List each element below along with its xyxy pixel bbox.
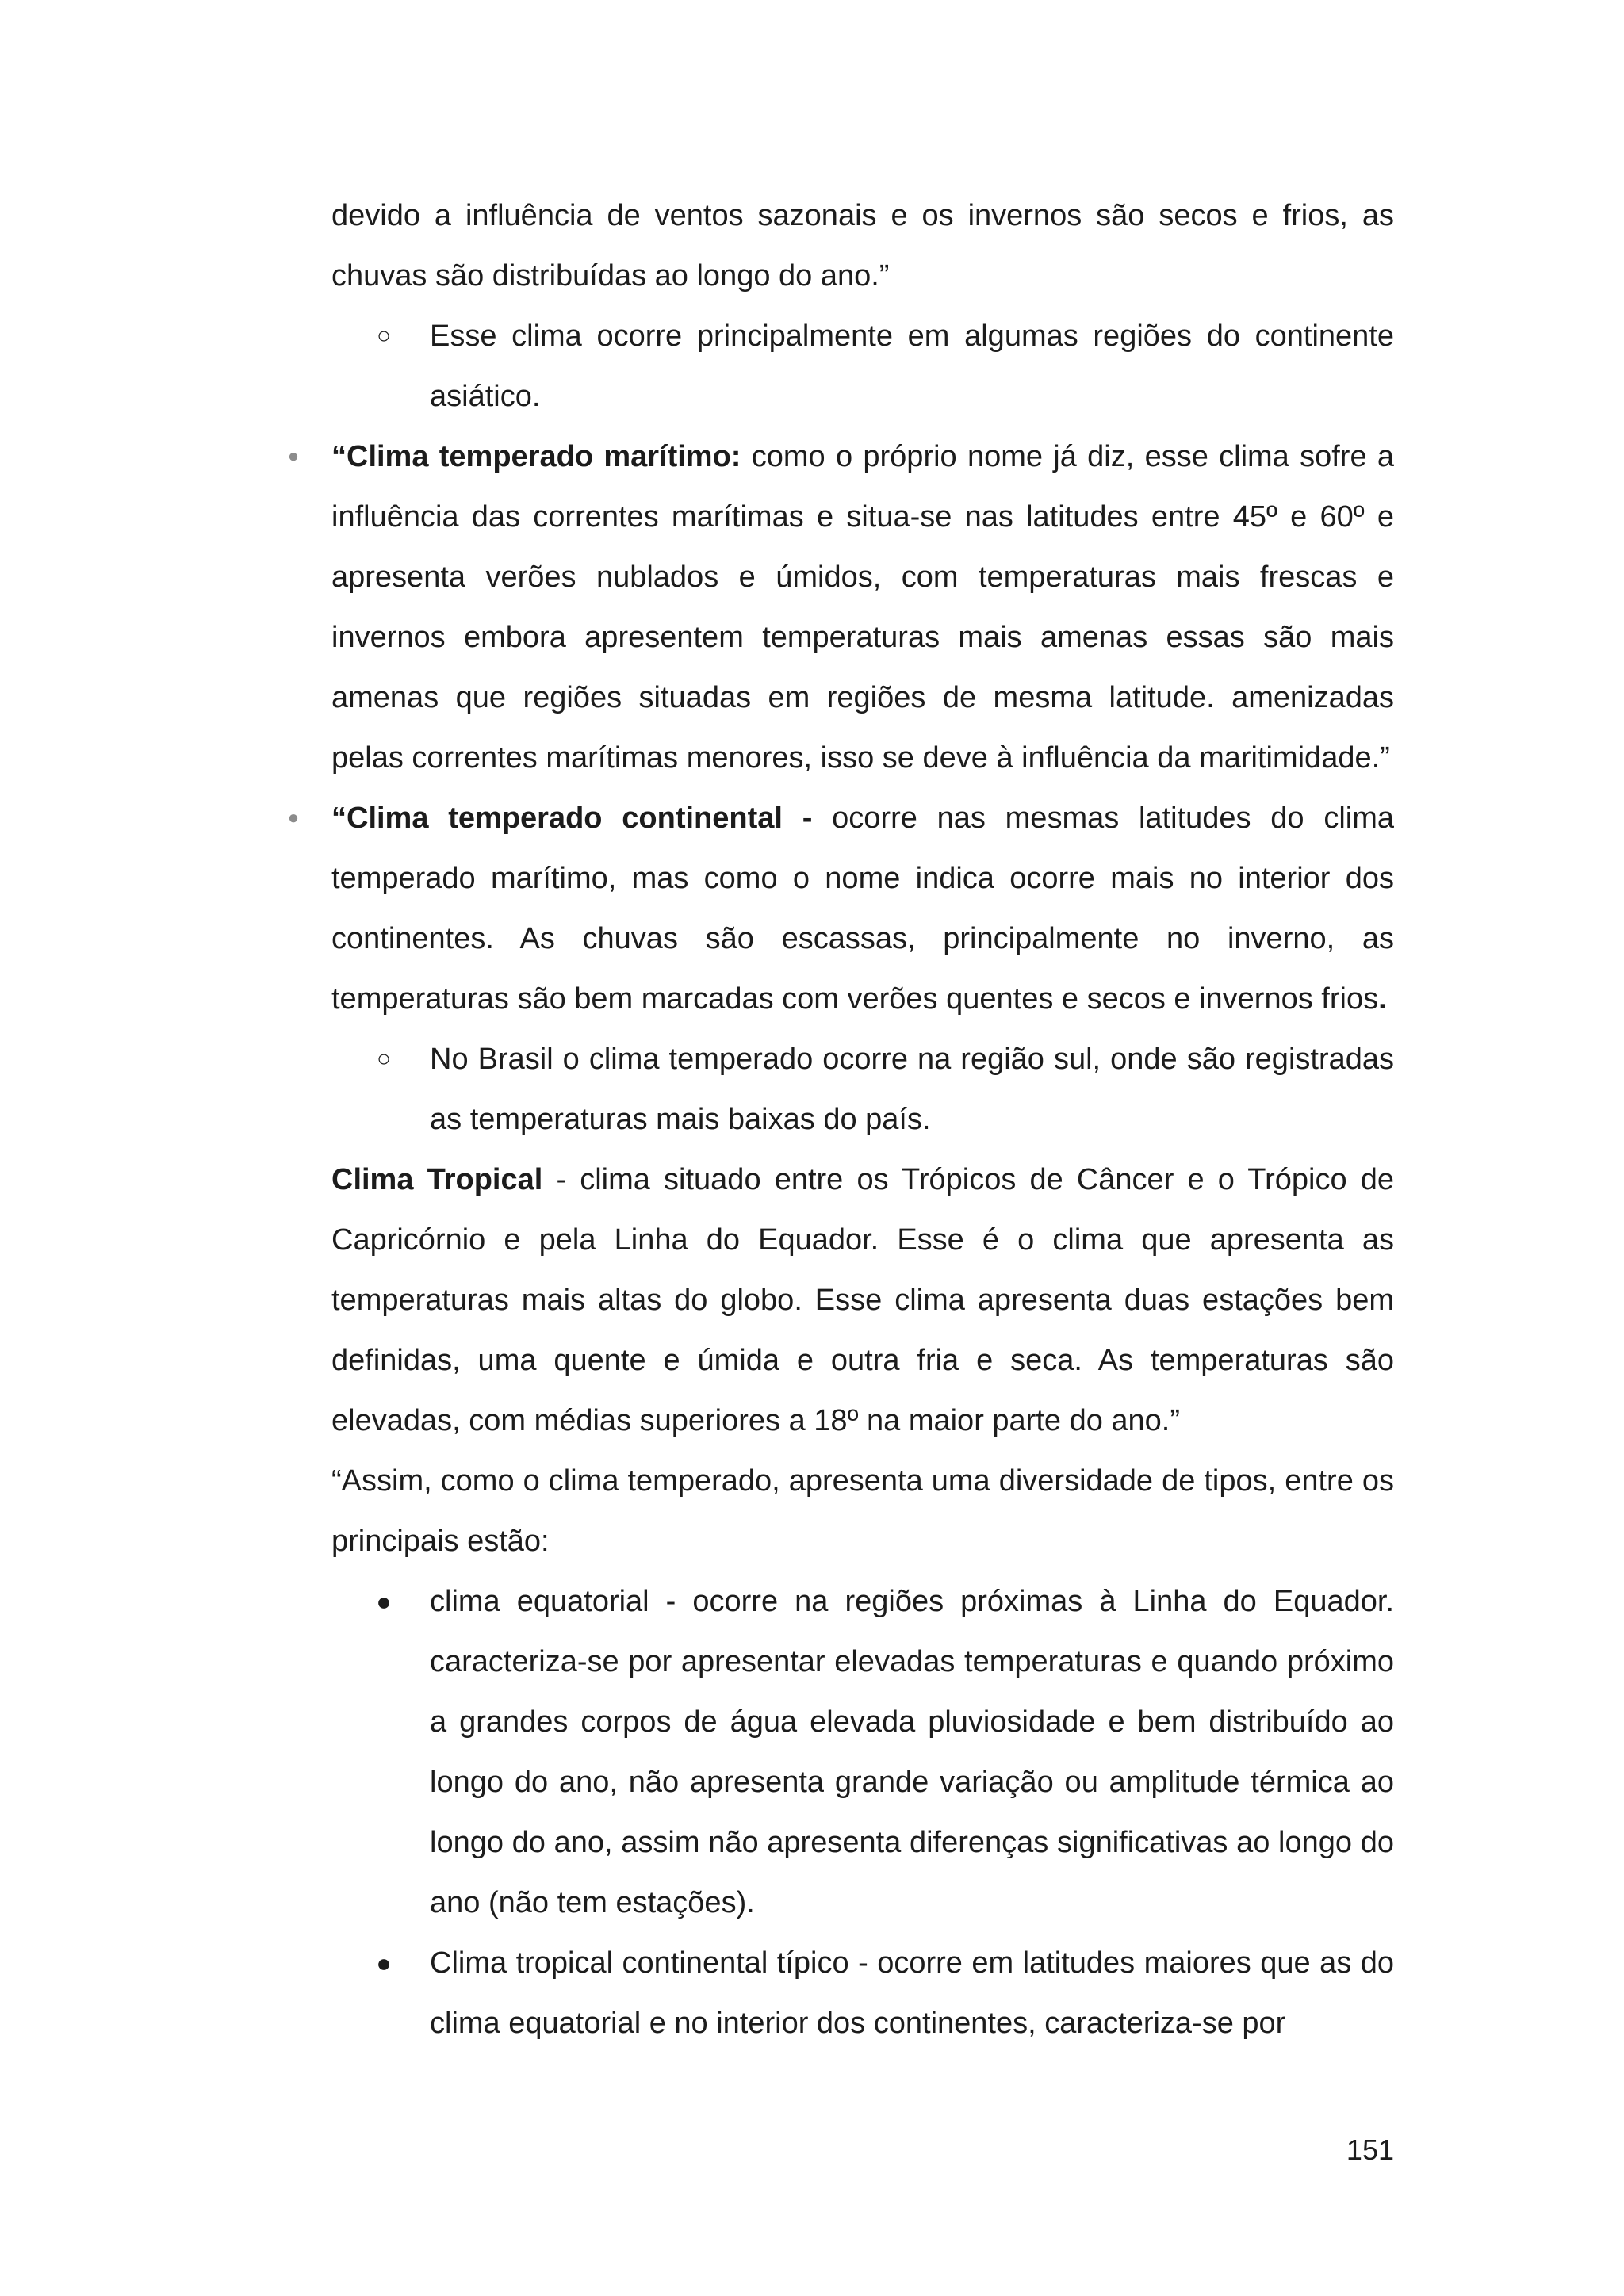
- disc-bullet-icon: ●: [376, 1587, 392, 1616]
- dot-bullet-icon: ●: [287, 446, 300, 467]
- bullet-clima-temperado-maritimo: [287, 427, 1394, 788]
- bullet-clima-tropical-continental: [376, 1933, 1394, 2053]
- paragraph-text: - clima situado entre os Trópicos de Câncer e o Trópico de Capricórnio e pela Linha do Equador. Esse é o clima que apresenta as temperaturas mais altas do globo. Esse clima apresenta duas estações bem definidas, uma quente e úmida e outra fria e seca. As temperaturas são elevadas, com médias superiores a 18º na maior parte do ano.”: [331, 1163, 1395, 1437]
- bullet-text: ocorre nas mesmas latitudes do clima temperado marítimo, mas como o nome indica ocorre mais no interior dos continentes. As chuvas são escassas, principalmente no inverno, as temperaturas são bem marcadas com verões quentes e secos e invernos frios: [331, 802, 1394, 1016]
- bullet-end-period: .: [1378, 982, 1387, 1016]
- paragraph-title: Clima Tropical: [331, 1163, 543, 1196]
- sub-bullet-asia: [376, 306, 1394, 427]
- bullet-title: “Clima temperado marítimo:: [331, 440, 741, 473]
- paragraph-tipos-intro: [331, 1451, 1394, 1571]
- sub-bullet-brasil: [376, 1029, 1394, 1150]
- paragraph-text: devido a influência de ventos sazonais e os invernos são secos e frios, as chuvas são distribuídas ao longo do ano.”: [331, 199, 1394, 293]
- disc-bullet-icon: ●: [376, 1949, 392, 1977]
- bullet-clima-temperado-continental: [287, 788, 1394, 1029]
- page-number: 151: [1346, 2133, 1394, 2166]
- paragraph-clima-tropical: [331, 1150, 1394, 1451]
- paragraph-text: “Assim, como o clima temperado, apresenta uma diversidade de tipos, entre os principais estão:: [331, 1464, 1394, 1558]
- bullet-text: como o próprio nome já diz, esse clima sofre a influência das correntes marítimas e situa-se nas latitudes entre 45º e 60º e apresenta verões nublados e úmidos, com temperaturas mais frescas e invernos embora apresentem temperaturas mais amenas essas são mais amenas que regiões situadas em regiões de mesma latitude. amenizadas pelas correntes marítimas menores, isso se deve à influência da maritimidade.”: [331, 440, 1394, 775]
- dot-bullet-icon: ●: [287, 807, 300, 828]
- bullet-text: Clima tropical continental típico - ocorre em latitudes maiores que as do clima equatorial e no interior dos continentes, caracteriza-se por: [430, 1946, 1394, 2040]
- paragraph-monsoon-continuation: [331, 186, 1394, 306]
- bullet-title: “Clima temperado continental -: [331, 802, 813, 835]
- bullet-clima-equatorial: [376, 1571, 1394, 1933]
- circle-bullet-icon: ○: [376, 323, 392, 349]
- bullet-text: clima equatorial - ocorre na regiões próximas à Linha do Equador. caracteriza-se por apresentar elevadas temperaturas e quando próximo a grandes corpos de água elevada pluviosidade e bem distribuído ao longo do ano, não apresenta grande variação ou amplitude térmica ao longo do ano, assim não apresenta diferenças significativas ao longo do ano (não tem estações).: [430, 1585, 1394, 1919]
- body-text: [287, 186, 1395, 2053]
- bullet-text: No Brasil o clima temperado ocorre na região sul, onde são registradas as temperaturas mais baixas do país.: [430, 1043, 1394, 1136]
- circle-bullet-icon: ○: [376, 1046, 392, 1072]
- bullet-text: Esse clima ocorre principalmente em algumas regiões do continente asiático.: [430, 320, 1394, 413]
